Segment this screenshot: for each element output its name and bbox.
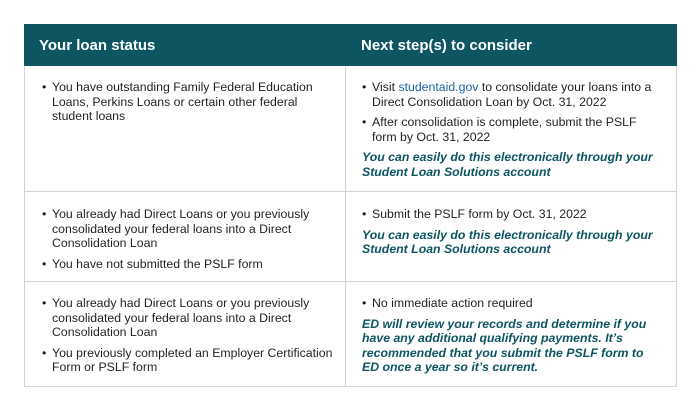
column-divider — [345, 66, 346, 387]
step-note: ED will review your records and determine if you have any additional qualifying payments. It’s recommended that you submit the PSLF form to ED once a year so it’s current. — [362, 316, 647, 374]
header-loan-status: Your loan status — [39, 37, 156, 54]
row-1-steps — [362, 80, 662, 179]
header-next-steps: Next step(s) to consider — [361, 37, 532, 54]
table-header — [24, 24, 677, 66]
status-bullet: • You already had Direct Loans or you previously consolidated your federal loans into a Direct Consolidation Loan — [42, 296, 310, 339]
row-divider — [25, 191, 676, 192]
row-1-status — [42, 80, 334, 130]
loan-status-table — [24, 24, 677, 387]
status-bullet: • You have not submitted the PSLF form — [42, 256, 263, 271]
studentaid-link[interactable]: studentaid.gov — [398, 80, 479, 94]
step-bullet-visit: • Visit studentaid.gov to consolidate your loans into a Direct Consolidation Loan by Oct. 31, 2022 — [362, 80, 652, 109]
status-bullet: • You already had Direct Loans or you previously consolidated your federal loans into a Direct Consolidation Loan — [42, 207, 310, 250]
row-2-status — [42, 207, 334, 277]
step-note: You can easily do this electronically through your Student Loan Solutions account — [362, 150, 653, 179]
row-2-steps — [362, 207, 662, 257]
row-3-steps — [362, 296, 662, 375]
step-bullet: • Submit the PSLF form by Oct. 31, 2022 — [362, 207, 587, 221]
row-3-status — [42, 296, 334, 381]
step-bullet-after: • After consolidation is complete, submit the PSLF form by Oct. 31, 2022 — [362, 115, 637, 144]
step-note: You can easily do this electronically through your Student Loan Solutions account — [362, 227, 653, 256]
status-bullet: • You have outstanding Family Federal Education Loans, Perkins Loans or certain other federal student loans — [42, 80, 313, 123]
status-bullet: • You previously completed an Employer Certification Form or PSLF form — [42, 345, 333, 374]
row-divider — [25, 281, 676, 282]
step-bullet: • No immediate action required — [362, 296, 533, 310]
